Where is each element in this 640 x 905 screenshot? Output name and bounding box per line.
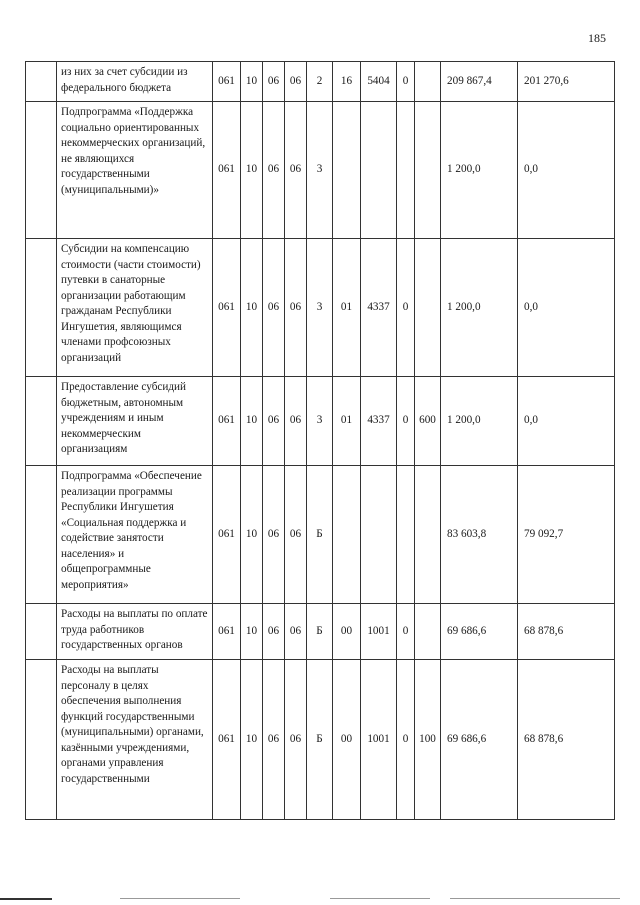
scan-artifact-line — [450, 898, 620, 899]
cell-pp: Б — [307, 660, 333, 820]
cell-gr: 061 — [213, 239, 241, 377]
cell-pr: 06 — [263, 102, 285, 239]
cell-rz: 10 — [241, 377, 263, 466]
cell-om: 01 — [333, 377, 361, 466]
row-index-cell — [26, 604, 57, 660]
cell-sum-1: 83 603,8 — [441, 466, 518, 604]
table-row — [26, 62, 615, 102]
cell-gr: 061 — [213, 604, 241, 660]
cell-sum-2: 68 878,6 — [518, 604, 615, 660]
cell-z — [397, 466, 415, 604]
table-row — [26, 466, 615, 604]
cell-om: 01 — [333, 239, 361, 377]
scan-artifact-line — [120, 898, 240, 899]
row-index-cell — [26, 377, 57, 466]
item-name: Подпрограмма «Обеспечение реализации программы Республики Ингушетия «Социальная поддержка и содействие занятости населения» и общепрограммные мероприятия» — [57, 466, 213, 604]
cell-gr: 061 — [213, 660, 241, 820]
cell-om — [333, 466, 361, 604]
cell-sum-1: 1 200,0 — [441, 377, 518, 466]
cell-vr — [415, 604, 441, 660]
item-name: Подпрограмма «Поддержка социально ориентированных некоммерческих организаций, не являющихся государственными (муниципальными)» — [57, 102, 213, 239]
cell-gp: 06 — [285, 466, 307, 604]
cell-sum-2: 0,0 — [518, 239, 615, 377]
cell-rz: 10 — [241, 660, 263, 820]
cell-dir: 1001 — [361, 604, 397, 660]
cell-gr: 061 — [213, 62, 241, 102]
cell-vr — [415, 239, 441, 377]
cell-pp: Б — [307, 466, 333, 604]
item-name: Расходы на выплаты персоналу в целях обеспечения выполнения функций государственными (муниципальными) органами, казёнными учреждениями, органами управления государственными — [57, 660, 213, 820]
cell-sum-1: 209 867,4 — [441, 62, 518, 102]
cell-dir: 1001 — [361, 660, 397, 820]
row-index-cell — [26, 62, 57, 102]
cell-om: 16 — [333, 62, 361, 102]
cell-gp: 06 — [285, 102, 307, 239]
item-name: Расходы на выплаты по оплате труда работников государственных органов — [57, 604, 213, 660]
budget-table — [25, 61, 615, 820]
scan-edge-line — [0, 898, 52, 900]
row-index-cell — [26, 660, 57, 820]
cell-z: 0 — [397, 604, 415, 660]
table-row — [26, 377, 615, 466]
cell-gp: 06 — [285, 660, 307, 820]
cell-vr: 600 — [415, 377, 441, 466]
cell-gr: 061 — [213, 466, 241, 604]
cell-rz: 10 — [241, 102, 263, 239]
cell-rz: 10 — [241, 62, 263, 102]
row-index-cell — [26, 466, 57, 604]
cell-pp: 3 — [307, 377, 333, 466]
cell-gr: 061 — [213, 377, 241, 466]
cell-gp: 06 — [285, 377, 307, 466]
table-row — [26, 102, 615, 239]
row-index-cell — [26, 102, 57, 239]
cell-sum-2: 0,0 — [518, 377, 615, 466]
cell-vr — [415, 102, 441, 239]
item-name: Предоставление субсидий бюджетным, автономным учреждениям и иным некоммерческим организациям — [57, 377, 213, 466]
cell-pp: 3 — [307, 102, 333, 239]
cell-rz: 10 — [241, 239, 263, 377]
cell-z: 0 — [397, 239, 415, 377]
cell-pr: 06 — [263, 660, 285, 820]
cell-z — [397, 102, 415, 239]
cell-pp: 2 — [307, 62, 333, 102]
cell-sum-1: 1 200,0 — [441, 239, 518, 377]
cell-dir: 4337 — [361, 239, 397, 377]
cell-z: 0 — [397, 377, 415, 466]
cell-pr: 06 — [263, 239, 285, 377]
table-row — [26, 604, 615, 660]
table-row — [26, 239, 615, 377]
item-name: Субсидии на компенсацию стоимости (части стоимости) путевки в санаторные организации работающим гражданам Республики Ингушетия, являющимся членами профсоюзных организаций — [57, 239, 213, 377]
cell-dir: 5404 — [361, 62, 397, 102]
cell-rz: 10 — [241, 466, 263, 604]
cell-pr: 06 — [263, 62, 285, 102]
cell-dir — [361, 466, 397, 604]
cell-pp: 3 — [307, 239, 333, 377]
cell-sum-2: 79 092,7 — [518, 466, 615, 604]
cell-vr: 100 — [415, 660, 441, 820]
cell-z: 0 — [397, 62, 415, 102]
page-number: 185 — [588, 31, 606, 45]
cell-sum-2: 201 270,6 — [518, 62, 615, 102]
row-index-cell — [26, 239, 57, 377]
cell-vr — [415, 62, 441, 102]
cell-pr: 06 — [263, 466, 285, 604]
cell-sum-1: 69 686,6 — [441, 604, 518, 660]
cell-pr: 06 — [263, 604, 285, 660]
cell-dir — [361, 102, 397, 239]
item-name: из них за счет субсидии из федерального бюджета — [57, 62, 213, 102]
cell-om: 00 — [333, 660, 361, 820]
cell-sum-2: 0,0 — [518, 102, 615, 239]
cell-om: 00 — [333, 604, 361, 660]
cell-om — [333, 102, 361, 239]
scan-artifact-line — [330, 898, 430, 899]
cell-gp: 06 — [285, 239, 307, 377]
cell-pp: Б — [307, 604, 333, 660]
cell-pr: 06 — [263, 377, 285, 466]
cell-sum-1: 1 200,0 — [441, 102, 518, 239]
cell-z: 0 — [397, 660, 415, 820]
cell-gr: 061 — [213, 102, 241, 239]
cell-sum-2: 68 878,6 — [518, 660, 615, 820]
cell-vr — [415, 466, 441, 604]
cell-dir: 4337 — [361, 377, 397, 466]
cell-gp: 06 — [285, 604, 307, 660]
cell-rz: 10 — [241, 604, 263, 660]
cell-gp: 06 — [285, 62, 307, 102]
cell-sum-1: 69 686,6 — [441, 660, 518, 820]
table-row — [26, 660, 615, 820]
